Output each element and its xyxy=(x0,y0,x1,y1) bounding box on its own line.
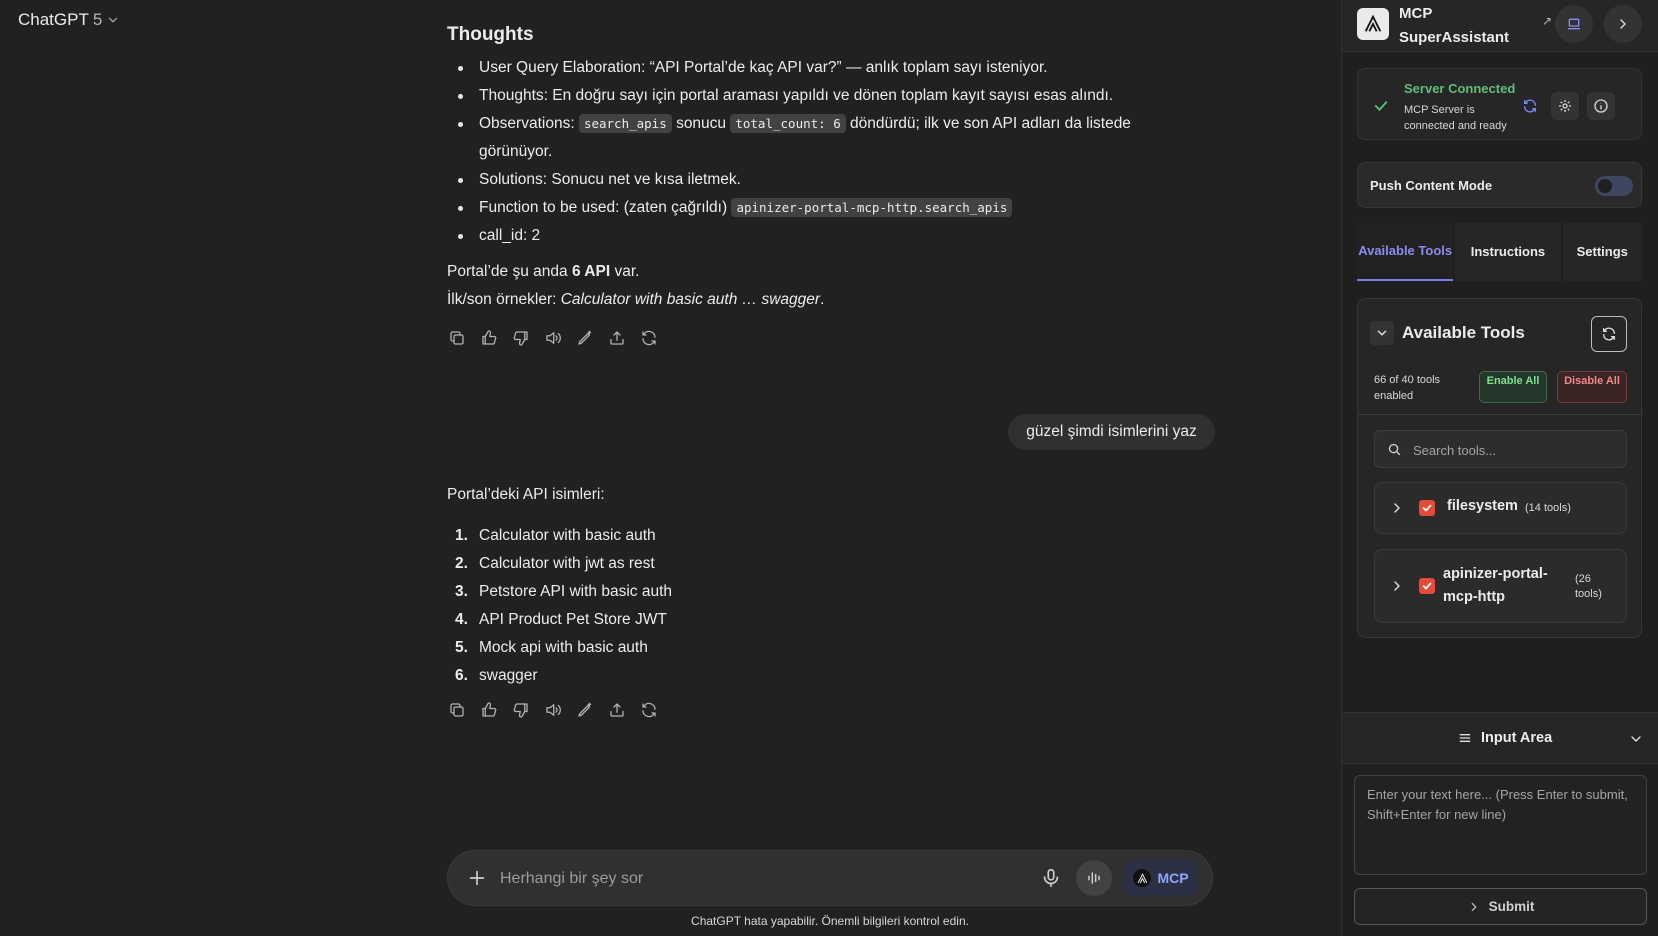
sidebar-title xyxy=(1399,2,1509,50)
list-item xyxy=(447,166,1167,194)
message-actions xyxy=(447,700,659,720)
push-content-mode-label: Push Content Mode xyxy=(1370,178,1493,193)
list-text: Petstore API with basic auth xyxy=(479,583,672,600)
toggle-knob xyxy=(1598,179,1612,193)
examples-paragraph xyxy=(447,291,824,309)
sidebar-header xyxy=(1342,0,1658,52)
sidebar-title-line: SuperAssistant xyxy=(1399,29,1510,46)
server-settings-button[interactable] xyxy=(1551,92,1579,120)
thumbs-down-button[interactable] xyxy=(511,328,531,348)
list-number: 5. xyxy=(455,639,468,656)
enable-all-button[interactable]: Enable All xyxy=(1479,371,1547,403)
reconnect-button[interactable] xyxy=(1516,92,1544,120)
list-number: 3. xyxy=(455,583,468,600)
disclaimer-text: ChatGPT hata yapabilir. Önemli bilgileri kontrol edin. xyxy=(691,914,969,928)
list-item xyxy=(447,606,672,634)
thumbs-up-icon xyxy=(480,701,498,719)
mcp-logo-icon xyxy=(1133,869,1151,887)
chevron-down-icon xyxy=(1375,326,1389,340)
server-name: apinizer-portal-mcp-http xyxy=(1443,566,1548,605)
list-item xyxy=(447,82,1167,110)
tool-search xyxy=(1374,430,1627,468)
filesystem-checkbox[interactable] xyxy=(1419,500,1435,516)
chevron-right-icon xyxy=(1389,500,1405,516)
sidebar-tabs xyxy=(1357,223,1642,281)
sidebar-title-line: MCP xyxy=(1399,5,1433,22)
submit-label: Submit xyxy=(1488,899,1535,914)
divider xyxy=(1358,414,1641,415)
speaker-icon xyxy=(544,329,562,347)
thumbs-up-button[interactable] xyxy=(479,700,499,720)
tools-header xyxy=(1370,321,1525,345)
list-text: API Product Pet Store JWT xyxy=(479,611,667,628)
list-item xyxy=(447,634,672,662)
attach-button[interactable] xyxy=(466,867,488,889)
available-tools-card xyxy=(1357,298,1642,638)
list-number: 6. xyxy=(455,667,468,684)
list-text: Calculator with jwt as rest xyxy=(479,555,655,572)
chevron-down-icon[interactable] xyxy=(1628,731,1644,747)
list-item xyxy=(447,54,1167,82)
thumbs-down-icon xyxy=(512,701,530,719)
refresh-icon xyxy=(640,701,658,719)
tab-available-tools[interactable]: Available Tools xyxy=(1357,223,1453,281)
thumbs-up-icon xyxy=(480,329,498,347)
thoughts-heading: Thoughts xyxy=(447,24,534,45)
collapse-sidebar-button[interactable] xyxy=(1604,5,1642,43)
chevron-down-icon xyxy=(106,13,120,27)
tab-settings[interactable]: Settings xyxy=(1563,223,1642,281)
mcp-logo-icon xyxy=(1357,8,1389,40)
list-number: 1. xyxy=(455,527,468,544)
list-text: Calculator with basic auth xyxy=(479,527,656,544)
mcp-button-label: MCP xyxy=(1157,870,1189,886)
speaker-icon xyxy=(544,701,562,719)
server-info-button[interactable] xyxy=(1587,92,1615,120)
pencil-sparkle-icon xyxy=(576,701,594,719)
bullet-text: call_id: 2 xyxy=(479,227,541,244)
external-link-icon[interactable]: ↗ xyxy=(1542,14,1553,28)
copy-icon xyxy=(448,329,466,347)
server-status-card xyxy=(1357,68,1642,140)
answer-paragraph xyxy=(447,263,639,281)
bullet-text: Function to be used: (zaten çağrıldı) xyxy=(479,199,728,216)
message-input[interactable] xyxy=(500,865,980,893)
submit-button[interactable] xyxy=(1354,888,1647,925)
refresh-icon xyxy=(1522,98,1538,114)
server-tool-count: (14 tools) xyxy=(1525,502,1571,514)
input-area-label: Input Area xyxy=(1481,730,1553,746)
share-icon xyxy=(608,701,626,719)
apinizer-checkbox[interactable] xyxy=(1419,578,1435,594)
inline-code: apinizer-portal-mcp-http.search_apis xyxy=(731,198,1012,217)
gear-icon xyxy=(1557,98,1573,114)
list-text: Mock api with basic auth xyxy=(479,639,648,656)
read-aloud-button[interactable] xyxy=(543,328,563,348)
server-status-title: Server Connected xyxy=(1404,81,1516,96)
server-name: filesystem xyxy=(1447,498,1518,514)
list-number: 2. xyxy=(455,555,468,572)
input-area-title xyxy=(1457,730,1552,746)
inline-code: search_apis xyxy=(579,114,672,133)
plus-icon xyxy=(466,867,488,889)
tools-title: Available Tools xyxy=(1402,323,1525,342)
refresh-icon xyxy=(1601,326,1617,342)
collapse-tools-button[interactable] xyxy=(1370,321,1394,345)
chevron-right-icon xyxy=(1467,900,1481,914)
edit-button[interactable] xyxy=(575,700,595,720)
push-content-mode-toggle[interactable] xyxy=(1595,176,1633,196)
bullet-text: döndürdü; ilk ve son API adları da listede görünüyor. xyxy=(479,115,1131,160)
info-icon xyxy=(1593,98,1609,114)
copy-button[interactable] xyxy=(447,328,467,348)
laptop-icon xyxy=(1566,16,1582,32)
dictate-button[interactable] xyxy=(1040,867,1064,891)
menu-lines-icon xyxy=(1457,730,1473,746)
search-tools-input[interactable] xyxy=(1413,440,1613,460)
message-actions xyxy=(447,328,659,348)
search-icon xyxy=(1387,442,1402,457)
refresh-tools-button[interactable] xyxy=(1591,316,1627,352)
bullet-text: Thoughts: En doğru sayı için portal araması yapıldı ve dönen toplam kayıt sayısı esas alındı. xyxy=(479,87,1114,104)
server-row-filesystem[interactable] xyxy=(1374,482,1627,534)
thoughts-list xyxy=(447,54,1167,250)
list-item xyxy=(447,522,672,550)
server-tool-count: (26 tools) xyxy=(1575,573,1602,600)
refresh-icon xyxy=(640,329,658,347)
answer-text: . xyxy=(820,291,825,308)
list-item xyxy=(447,194,1167,222)
model-name: ChatGPT xyxy=(18,10,89,29)
regenerate-button[interactable] xyxy=(639,328,659,348)
microphone-icon xyxy=(1040,867,1062,889)
tools-enabled-count: 66 of 40 tools enabled xyxy=(1374,374,1441,402)
user-message-bubble: güzel şimdi isimlerini yaz xyxy=(1008,414,1215,450)
input-area-textarea[interactable] xyxy=(1354,775,1647,875)
check-icon xyxy=(1372,97,1390,115)
message-composer xyxy=(447,850,1213,906)
bullet-text: User Query Elaboration: “API Portal’de kaç API var?” — anlık toplam sayı isteniyor. xyxy=(479,59,1048,76)
chevron-right-icon xyxy=(1615,16,1631,32)
api-name-list xyxy=(447,522,672,690)
pencil-sparkle-icon xyxy=(576,329,594,347)
checkmark-icon xyxy=(1421,502,1433,514)
chevron-right-icon xyxy=(1389,578,1405,594)
share-button[interactable] xyxy=(607,328,627,348)
push-content-mode-row xyxy=(1357,162,1642,208)
share-button[interactable] xyxy=(607,700,627,720)
list-item xyxy=(447,110,1167,166)
model-selector[interactable] xyxy=(18,10,120,30)
server-row-apinizer-portal-mcp-http[interactable] xyxy=(1374,549,1627,623)
bullet-text: Observations: xyxy=(479,115,575,132)
disable-all-button[interactable]: Disable All xyxy=(1557,371,1627,403)
server-status-subtitle: MCP Server is connected and ready xyxy=(1404,104,1507,132)
list-item xyxy=(447,222,1167,250)
list-item xyxy=(447,550,672,578)
list-item xyxy=(447,578,672,606)
input-area-header[interactable] xyxy=(1342,712,1658,764)
tab-instructions[interactable]: Instructions xyxy=(1455,223,1560,281)
mcp-sidebar xyxy=(1341,0,1658,936)
read-aloud-button[interactable] xyxy=(543,700,563,720)
api-list-intro: Portal’deki API isimleri: xyxy=(447,486,605,503)
waveform-icon xyxy=(1084,868,1104,888)
answer-text: İlk/son örnekler: xyxy=(447,291,557,308)
copy-button[interactable] xyxy=(447,700,467,720)
list-item xyxy=(447,662,672,690)
bullet-text: Solutions: Sonucu net ve kısa iletmek. xyxy=(479,171,741,188)
thumbs-up-button[interactable] xyxy=(479,328,499,348)
model-version: 5 xyxy=(92,10,103,29)
bullet-text: sonucu xyxy=(676,115,727,132)
answer-bold: 6 API xyxy=(571,263,611,280)
thumbs-down-button[interactable] xyxy=(511,700,531,720)
answer-text: Portal’de şu anda xyxy=(447,263,568,280)
sidebar-mode-button[interactable] xyxy=(1555,5,1593,43)
list-text: swagger xyxy=(479,667,538,684)
inline-code: total_count: 6 xyxy=(730,114,845,133)
voice-mode-button[interactable] xyxy=(1076,860,1112,896)
copy-icon xyxy=(448,701,466,719)
edit-button[interactable] xyxy=(575,328,595,348)
answer-text: var. xyxy=(614,263,640,280)
mcp-toggle-button[interactable] xyxy=(1124,860,1198,896)
regenerate-button[interactable] xyxy=(639,700,659,720)
answer-italic: Calculator with basic auth … swagger xyxy=(560,291,821,308)
checkmark-icon xyxy=(1421,580,1433,592)
list-number: 4. xyxy=(455,611,468,628)
thumbs-down-icon xyxy=(512,329,530,347)
share-icon xyxy=(608,329,626,347)
